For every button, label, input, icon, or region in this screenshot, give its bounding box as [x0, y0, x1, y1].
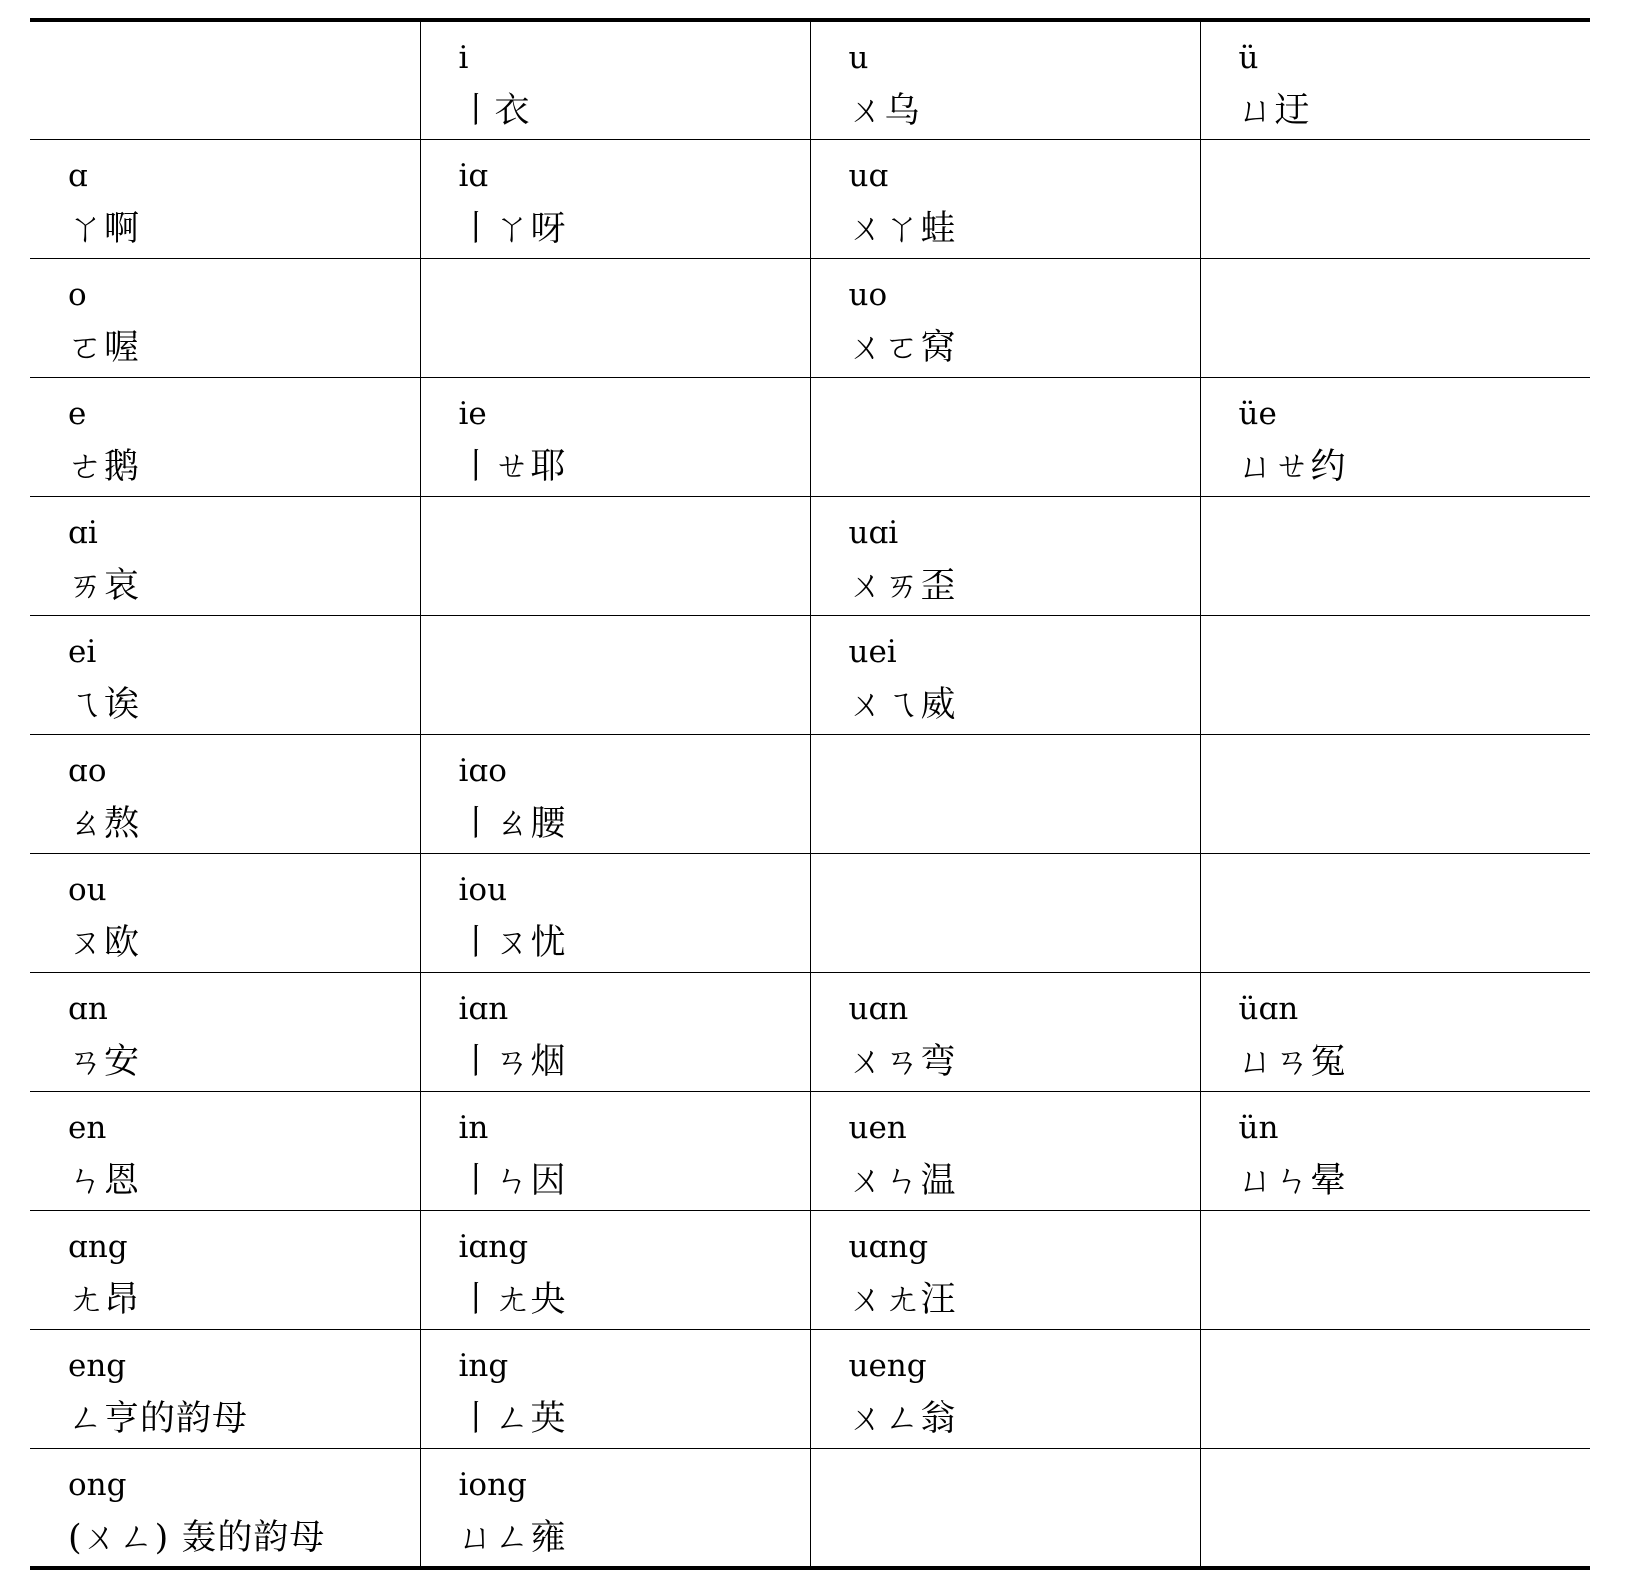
zhuyin-and-example: [1239, 922, 1591, 964]
table-cell: [810, 1211, 1200, 1330]
pinyin-final: ei: [68, 633, 97, 670]
table-cell: [420, 1092, 810, 1211]
zhuyin-and-example: ㄛ喔: [68, 327, 141, 368]
zhuyin-and-example: [1239, 684, 1591, 726]
table-row: [30, 1330, 1590, 1449]
zhuyin-and-example: 丨ㄠ腰: [458, 803, 567, 844]
zhuyin-and-example: ㄡ欧: [68, 922, 141, 963]
zhuyin-and-example: 丨ㄥ英: [458, 1399, 567, 1440]
table-cell: [810, 20, 1200, 139]
zhuyin-and-example: [1239, 1517, 1591, 1559]
pinyin-final: [1239, 872, 1591, 908]
zhuyin-and-example: ㄩㄢ冤: [1238, 1042, 1347, 1082]
zhuyin-and-example: ㄨㄚ蛙: [848, 208, 957, 249]
zhuyin-and-example: [1239, 565, 1591, 607]
table-cell: [420, 1449, 810, 1568]
zhuyin-and-example: ㄩㄥ雍: [458, 1518, 567, 1559]
pinyin-final: uei: [848, 633, 897, 670]
table-cell: [30, 734, 420, 853]
table-row: [30, 258, 1590, 377]
table-cell: [810, 377, 1200, 496]
table-cell: [1200, 258, 1590, 377]
pinyin-final: [1239, 277, 1591, 313]
table-cell: [420, 734, 810, 853]
zhuyin-and-example: [459, 684, 810, 726]
pinyin-final: üe: [1238, 395, 1277, 432]
table-row: [30, 853, 1590, 972]
zhuyin-and-example: [1239, 208, 1591, 250]
finals-table: [30, 18, 1590, 1570]
pinyin-final: [1239, 158, 1591, 194]
zhuyin-and-example: (ㄨㄥ) 轰的韵母: [68, 1518, 326, 1559]
pinyin-final: [849, 753, 1200, 789]
table-cell: [420, 853, 810, 972]
pinyin-final: eng: [68, 1348, 127, 1385]
pinyin-final: [1239, 1229, 1591, 1265]
table-cell: [30, 1330, 420, 1449]
zhuyin-and-example: [1239, 327, 1591, 369]
pinyin-final: ueng: [848, 1348, 927, 1385]
zhuyin-and-example: ㄨㄟ威: [848, 684, 957, 725]
zhuyin-and-example: [459, 565, 810, 607]
zhuyin-and-example: ㄚ啊: [68, 208, 141, 249]
table-row: [30, 1449, 1590, 1568]
table-cell: [1200, 1211, 1590, 1330]
table-cell: [810, 496, 1200, 615]
pinyin-final: ing: [458, 1348, 509, 1385]
pinyin-final: [1239, 1467, 1591, 1503]
pinyin-final: u: [848, 40, 869, 76]
pinyin-final: [849, 396, 1200, 432]
pinyin-final: [1239, 1348, 1591, 1384]
table-cell: [1200, 973, 1590, 1092]
table-cell: [810, 1330, 1200, 1449]
zhuyin-and-example: ㄩㄣ晕: [1238, 1161, 1347, 1202]
pinyin-final: uɑng: [848, 1229, 929, 1266]
table-cell: [420, 258, 810, 377]
pinyin-final: o: [68, 276, 87, 313]
table-cell: [420, 377, 810, 496]
table-cell: [1200, 615, 1590, 734]
zhuyin-and-example: 丨ㄢ烟: [458, 1042, 567, 1082]
pinyin-final: [68, 40, 420, 76]
table-cell: [420, 20, 810, 139]
pinyin-final: ɑng: [68, 1229, 128, 1266]
zhuyin-and-example: ㄞ哀: [68, 565, 141, 606]
pinyin-final: ɑo: [68, 752, 107, 789]
zhuyin-and-example: [1239, 1398, 1591, 1440]
table-cell: [1200, 1092, 1590, 1211]
zhuyin-and-example: ㄜ鹅: [68, 446, 141, 487]
zhuyin-and-example: ㄨㄞ歪: [848, 565, 957, 606]
pinyin-final: [1239, 753, 1591, 789]
zhuyin-and-example: ㄥ亨的韵母: [68, 1399, 249, 1440]
pinyin-final: uɑn: [848, 991, 909, 1027]
table-cell: [1200, 1449, 1590, 1568]
table-cell: [30, 139, 420, 258]
zhuyin-and-example: [849, 446, 1200, 488]
table-cell: [810, 615, 1200, 734]
table-cell: [1200, 496, 1590, 615]
zhuyin-and-example: [849, 922, 1200, 964]
table-cell: [30, 615, 420, 734]
pinyin-final: ɑ: [68, 157, 88, 194]
pinyin-final: ɑn: [68, 991, 108, 1027]
table-cell: [30, 258, 420, 377]
table-row: [30, 1211, 1590, 1330]
zhuyin-and-example: [1239, 1279, 1591, 1321]
pinyin-final: [849, 872, 1200, 908]
zhuyin-and-example: ㄨㄛ窝: [848, 327, 957, 368]
table-cell: [30, 973, 420, 1092]
pinyin-final: [459, 277, 810, 313]
zhuyin-and-example: ㄨㄥ翁: [848, 1399, 957, 1440]
pinyin-final: i: [458, 40, 469, 76]
table-row: [30, 139, 1590, 258]
table-cell: [1200, 20, 1590, 139]
table-cell: [420, 1211, 810, 1330]
zhuyin-and-example: ㄨ乌: [848, 91, 921, 131]
pinyin-final: iong: [458, 1467, 527, 1504]
pinyin-final: e: [68, 395, 87, 432]
pinyin-final: [849, 1467, 1200, 1503]
table-cell: [810, 258, 1200, 377]
zhuyin-and-example: ㄠ熬: [68, 803, 141, 844]
zhuyin-and-example: 丨ㄣ因: [458, 1161, 567, 1202]
table-cell: [30, 496, 420, 615]
zhuyin-and-example: 丨ㄡ忧: [458, 922, 567, 963]
pinyin-final: [1239, 634, 1591, 670]
pinyin-final: iɑn: [458, 991, 509, 1027]
pinyin-final: [1239, 515, 1591, 551]
pinyin-final: iɑng: [458, 1229, 529, 1266]
table-cell: [810, 973, 1200, 1092]
pinyin-final: [459, 515, 810, 551]
table-cell: [810, 734, 1200, 853]
table-cell: [30, 853, 420, 972]
pinyin-final: üɑn: [1238, 991, 1299, 1027]
zhuyin-and-example: [459, 327, 810, 369]
zhuyin-and-example: ㄢ安: [68, 1042, 141, 1082]
table-row: [30, 973, 1590, 1092]
table-cell: [1200, 377, 1590, 496]
zhuyin-and-example: [849, 1517, 1200, 1559]
zhuyin-and-example: ㄩㄝ约: [1238, 446, 1347, 487]
table-cell: [810, 1449, 1200, 1568]
pinyin-final: ou: [68, 871, 107, 908]
table-cell: [810, 1092, 1200, 1211]
table-cell: [420, 139, 810, 258]
zhuyin-and-example: 丨ㄤ央: [458, 1280, 567, 1321]
pinyin-final: iou: [458, 871, 508, 908]
pinyin-final: iɑo: [458, 752, 507, 789]
table-cell: [30, 1211, 420, 1330]
zhuyin-and-example: 丨ㄝ耶: [458, 446, 567, 487]
table-cell: [1200, 734, 1590, 853]
table-body: [30, 20, 1590, 1568]
pinyin-final: ie: [458, 395, 487, 432]
zhuyin-and-example: ㄨㄣ温: [848, 1161, 957, 1202]
pinyin-final: iɑ: [458, 157, 489, 194]
pinyin-final: uɑi: [848, 514, 899, 551]
table-cell: [30, 20, 420, 139]
table-cell: [810, 853, 1200, 972]
zhuyin-and-example: ㄩ迂: [1238, 91, 1311, 131]
table-cell: [420, 973, 810, 1092]
table-cell: [30, 377, 420, 496]
table-row: [30, 734, 1590, 853]
pinyin-final: uɑ: [848, 157, 889, 194]
zhuyin-and-example: ㄤ昂: [68, 1280, 141, 1321]
zhuyin-and-example: ㄣ恩: [68, 1161, 141, 1202]
zhuyin-and-example: 丨ㄚ呀: [458, 208, 567, 249]
table-row: [30, 20, 1590, 139]
table-cell: [1200, 139, 1590, 258]
table-row: [30, 496, 1590, 615]
zhuyin-and-example: 丨衣: [458, 91, 531, 131]
pinyin-final: en: [68, 1110, 107, 1147]
pinyin-final: ong: [68, 1467, 127, 1504]
zhuyin-and-example: [849, 803, 1200, 845]
table-cell: [30, 1092, 420, 1211]
zhuyin-and-example: ㄨㄤ汪: [848, 1280, 957, 1321]
table-row: [30, 615, 1590, 734]
table-cell: [30, 1449, 420, 1568]
zhuyin-and-example: [68, 90, 420, 132]
table-cell: [1200, 853, 1590, 972]
table-row: [30, 1092, 1590, 1211]
zhuyin-and-example: ㄟ诶: [68, 684, 141, 725]
table-cell: [810, 139, 1200, 258]
zhuyin-and-example: [1239, 803, 1591, 845]
table-cell: [1200, 1330, 1590, 1449]
pinyin-final: ün: [1238, 1110, 1279, 1147]
pinyin-final: [459, 634, 810, 670]
table-cell: [420, 615, 810, 734]
pinyin-final: uo: [848, 276, 888, 313]
pinyin-final: ü: [1238, 40, 1259, 76]
pinyin-final: in: [458, 1110, 489, 1147]
table-cell: [420, 496, 810, 615]
zhuyin-and-example: ㄨㄢ弯: [848, 1042, 957, 1082]
table-row: [30, 377, 1590, 496]
pinyin-final: ɑi: [68, 514, 98, 551]
pinyin-final: uen: [848, 1110, 907, 1147]
table-cell: [420, 1330, 810, 1449]
